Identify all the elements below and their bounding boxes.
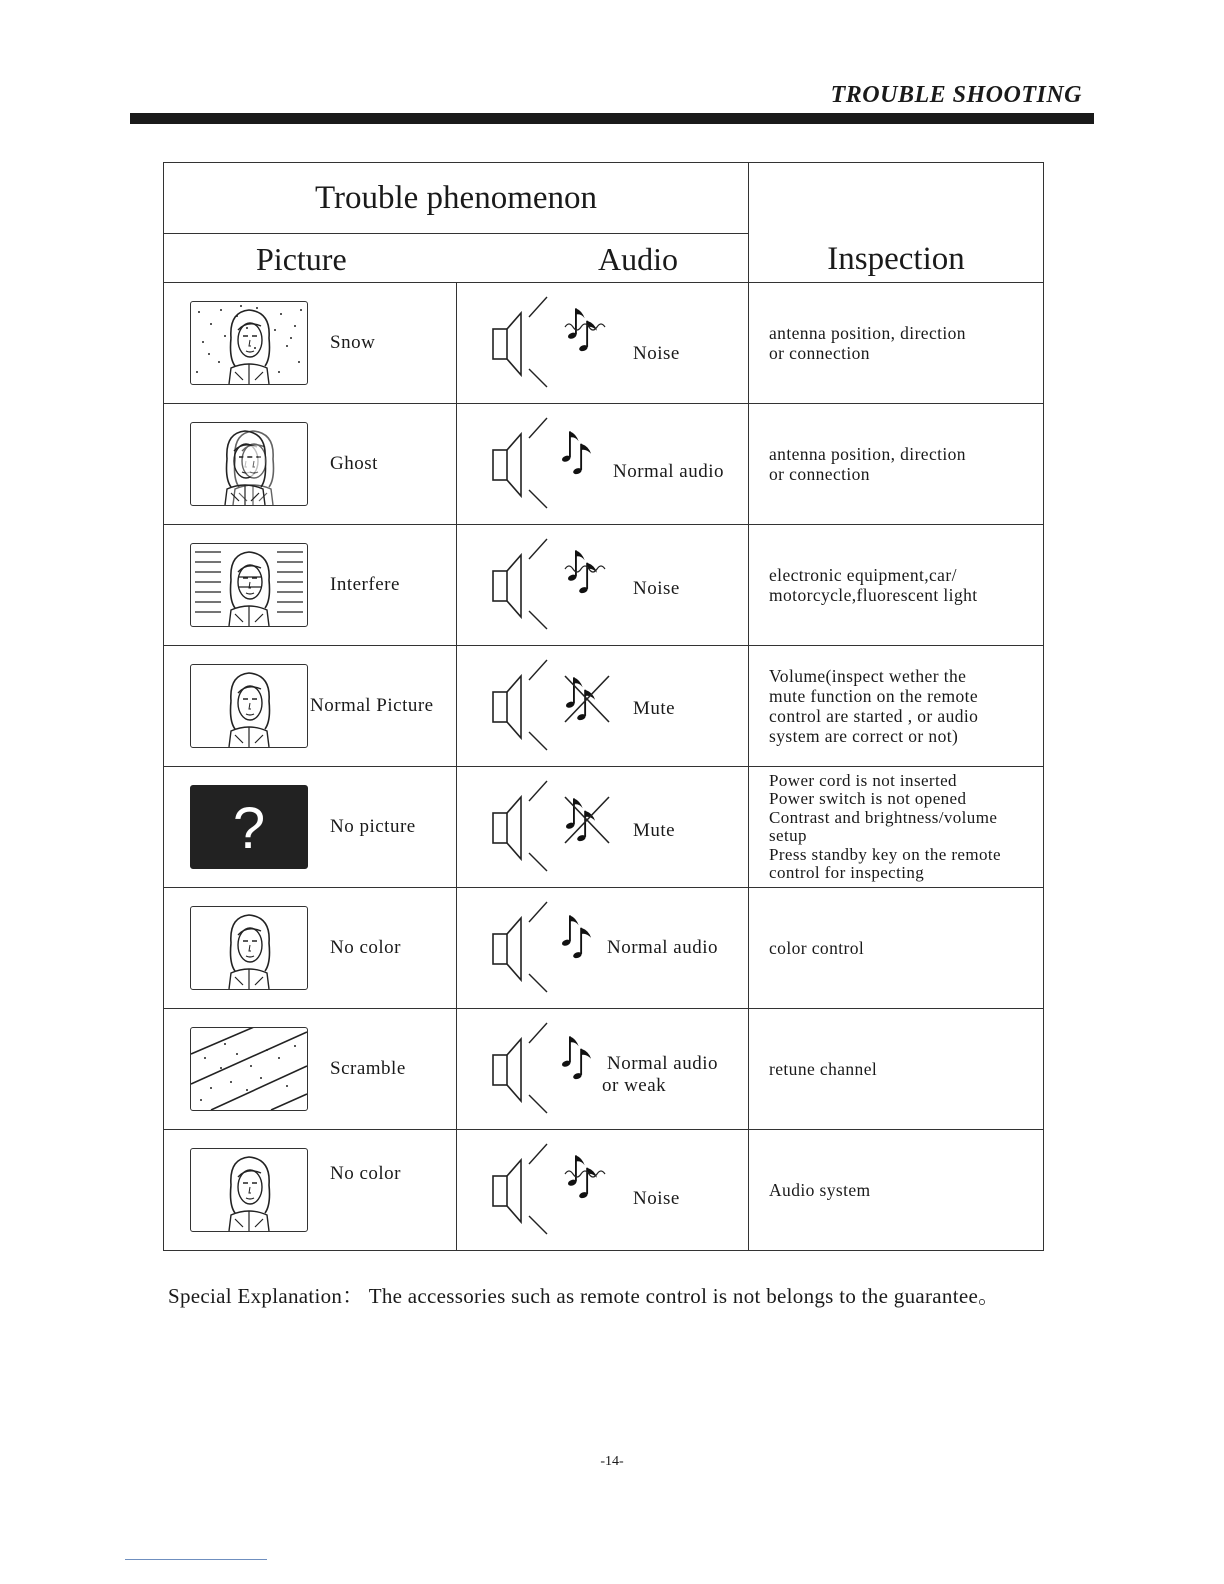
speaker-normal-icon xyxy=(491,898,621,998)
inspection-cell: electronic equipment,car/ motorcycle,fluorescent light xyxy=(749,525,1044,646)
speaker-normal-icon xyxy=(491,414,621,514)
table-row xyxy=(164,1130,1044,1251)
trouble-shooting-table xyxy=(163,162,1044,1251)
table-row xyxy=(164,404,1044,525)
picture-label: No color xyxy=(330,1163,402,1184)
tv-no-color-picture xyxy=(190,906,308,990)
table-row xyxy=(164,525,1044,646)
speaker-noise-icon xyxy=(491,1140,621,1240)
tv-scramble-picture xyxy=(190,1027,308,1111)
speaker-mute-icon xyxy=(491,777,621,877)
audio-label: Mute xyxy=(633,820,676,841)
special-explanation: Special Explanation： The accessories such as remote control is not belongs to the guarantee。 xyxy=(168,1284,1000,1308)
audio-label: Normal audio xyxy=(607,1053,719,1074)
speaker-normal-icon xyxy=(491,1019,621,1119)
inspection-cell: Power cord is not inserted Power switch is not opened Contrast and brightness/volume setup Press standby key on the remote control for inspecting xyxy=(749,767,1044,888)
inspection-cell: antenna position, direction or connection xyxy=(749,404,1044,525)
audio-label: Noise xyxy=(633,343,680,364)
picture-label: Interfere xyxy=(330,574,400,595)
picture-label: Snow xyxy=(330,332,376,353)
picture-label: Scramble xyxy=(330,1058,406,1079)
inspection-cell: antenna position, direction or connection xyxy=(749,283,1044,404)
tv-no-color-picture xyxy=(190,1148,308,1232)
table-row xyxy=(164,646,1044,767)
inspection-header: Inspection xyxy=(749,163,1044,283)
tv-snow-picture xyxy=(190,301,308,385)
question-mark: ? xyxy=(232,796,266,861)
table-row xyxy=(164,767,1044,888)
tv-interfere-picture xyxy=(190,543,308,627)
table-row xyxy=(164,1009,1044,1130)
picture-label: Ghost xyxy=(330,453,378,474)
audio-label: Noise xyxy=(633,1188,680,1209)
picture-header: Picture xyxy=(256,241,347,277)
picture-label: No color xyxy=(330,937,402,958)
audio-label: Normal audio xyxy=(613,461,725,482)
audio-extra-label: or weak xyxy=(602,1075,667,1096)
table-row xyxy=(164,888,1044,1009)
speaker-mute-icon xyxy=(491,656,621,756)
tv-normal-picture xyxy=(190,664,308,748)
inspection-cell: retune channel xyxy=(749,1009,1044,1130)
inspection-cell: color control xyxy=(749,888,1044,1009)
page-number: -14- xyxy=(600,1454,624,1469)
tv-ghost-picture xyxy=(190,422,308,506)
tv-no-picture xyxy=(190,785,308,869)
picture-label: Normal Picture xyxy=(310,695,434,716)
inspection-cell: Volume(inspect wether the mute function on the remote control are started , or audio system are correct or not) xyxy=(749,646,1044,767)
speaker-noise-icon xyxy=(491,293,621,393)
trouble-phenomenon-header: Trouble phenomenon xyxy=(164,163,749,234)
audio-label: Noise xyxy=(633,578,680,599)
inspection-cell: Audio system xyxy=(749,1130,1044,1251)
picture-label: No picture xyxy=(330,816,416,837)
footer-rule xyxy=(125,1559,267,1560)
audio-header: Audio xyxy=(598,241,678,277)
audio-label: Mute xyxy=(633,698,676,719)
table-row xyxy=(164,283,1044,404)
section-title: TROUBLE SHOOTING xyxy=(830,82,1082,108)
header-rule xyxy=(130,113,1094,124)
speaker-noise-icon xyxy=(491,535,621,635)
audio-label: Normal audio xyxy=(607,937,719,958)
